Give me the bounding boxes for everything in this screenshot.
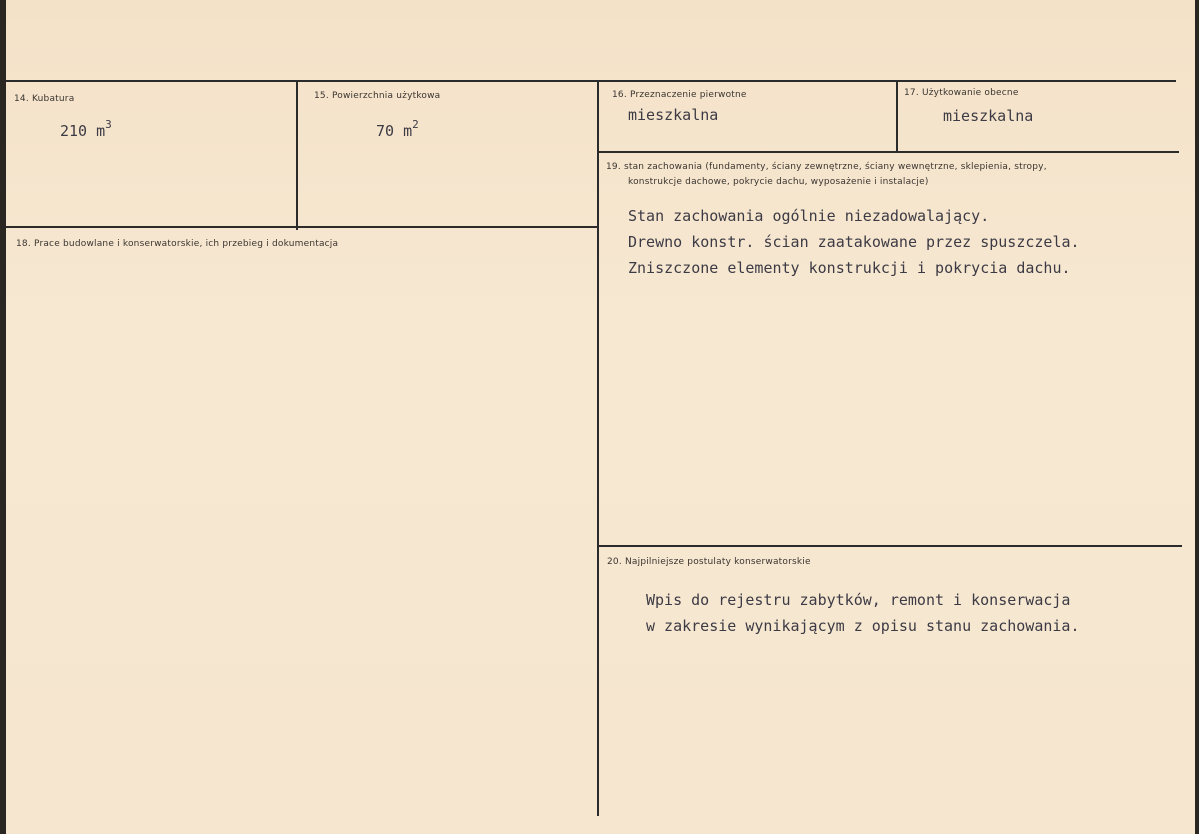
powierzchnia-label: 15. Powierzchnia użytkowa [314, 91, 441, 101]
uzytkowanie-label: 17. Użytkowanie obecne [904, 88, 1019, 98]
przeznaczenie-value: mieszkalna [628, 106, 719, 124]
stan-line-1: Stan zachowania ogólnie niezadowalający. [628, 207, 990, 225]
uzytkowanie-value: mieszkalna [943, 107, 1034, 125]
divider-14-15 [296, 82, 298, 230]
rule-14-15-bottom [6, 226, 599, 228]
kubatura-exponent: 3 [105, 118, 112, 131]
rule-16-17-bottom [597, 151, 1179, 153]
przeznaczenie-label: 16. Przeznaczenie pierwotne [612, 90, 747, 100]
kubatura-number: 210 m [60, 122, 106, 140]
card-edge-left [0, 0, 6, 834]
kubatura-value [60, 120, 112, 140]
prace-label: 18. Prace budowlane i konserwatorskie, ich przebieg i dokumentacja [16, 239, 339, 249]
postulaty-line-2: w zakresie wynikającym z opisu stanu zachowania. [646, 617, 1080, 635]
stan-label-line1: 19. stan zachowania (fundamenty, ściany zewnętrzne, ściany wewnętrzne, sklepienia, stropy, [606, 162, 1047, 172]
powierzchnia-value [376, 120, 419, 140]
powierzchnia-number: 70 m [376, 122, 413, 140]
top-rule [6, 80, 1176, 82]
postulaty-line-1: Wpis do rejestru zabytków, remont i konserwacja [646, 591, 1071, 609]
rule-19-bottom [597, 545, 1182, 547]
postulaty-label: 20. Najpilniejsze postulaty konserwatorskie [607, 557, 811, 567]
card-edge-right [1195, 0, 1199, 834]
stan-label-line2: konstrukcje dachowe, pokrycie dachu, wyposażenie i instalacje) [628, 177, 929, 187]
stan-line-3: Zniszczone elementy konstrukcji i pokrycia dachu. [628, 259, 1071, 277]
divider-16-17 [896, 82, 898, 152]
stan-line-2: Drewno konstr. ścian zaatakowane przez spuszczela. [628, 233, 1080, 251]
kubatura-label: 14. Kubatura [14, 94, 75, 104]
powierzchnia-exponent: 2 [412, 118, 419, 131]
divider-main [597, 82, 599, 816]
